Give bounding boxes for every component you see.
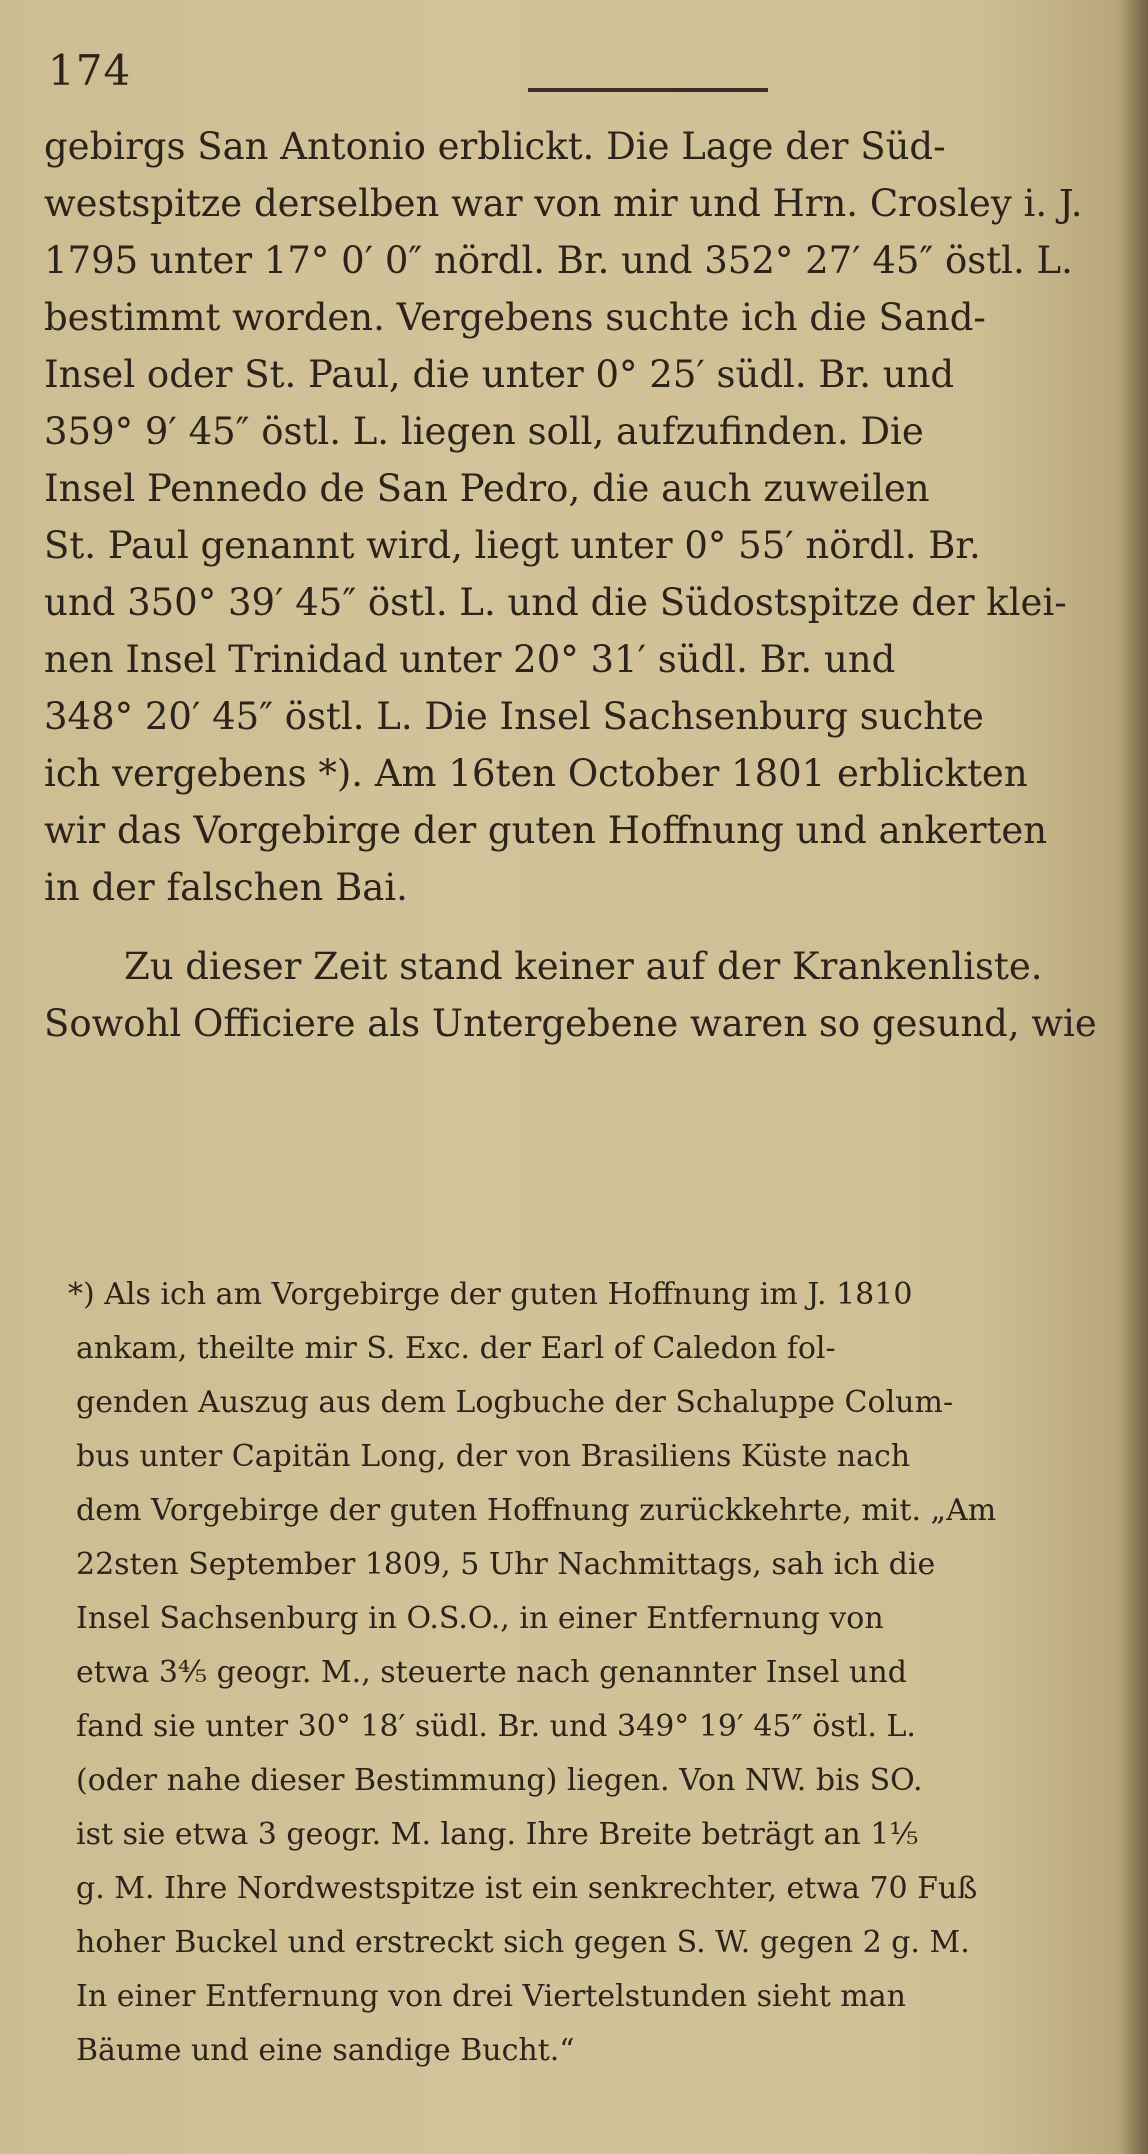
text-line: Insel oder St. Paul, die unter 0° 25′ südl. Br. und — [44, 353, 955, 396]
text-line: Sowohl Officiere als Untergebene waren so gesund, wie — [44, 1002, 1097, 1045]
text-line: in der falschen Bai. — [44, 866, 408, 909]
text-line: westspitze derselben war von mir und Hrn. Crosley i. J. — [44, 182, 1083, 225]
page-number: 174 — [48, 46, 132, 95]
footnote — [58, 1268, 1128, 2078]
footnote-line: ist sie etwa 3 geogr. M. lang. Ihre Breite beträgt an 1⅕ — [76, 1817, 919, 1852]
footnote-line: 22sten September 1809, 5 Uhr Nachmittags, sah ich die — [76, 1547, 936, 1582]
text-line: nen Insel Trinidad unter 20° 31′ südl. Br. und — [44, 638, 896, 681]
footnote-line: Insel Sachsenburg in O.S.O., in einer Entfernung von — [76, 1601, 884, 1636]
footnote-line: dem Vorgebirge der guten Hoffnung zurückkehrte, mit. „Am — [76, 1493, 997, 1528]
footnote-line: ankam, theilte mir S. Exc. der Earl of Caledon fol- — [76, 1331, 836, 1366]
text-line: St. Paul genannt wird, liegt unter 0° 55′ nördl. Br. — [44, 524, 981, 567]
footnote-line: genden Auszug aus dem Logbuche der Schaluppe Colum- — [76, 1385, 954, 1420]
footnote-line: etwa 3⅘ geogr. M., steuerte nach genannter Insel und — [76, 1655, 907, 1690]
text-line: Zu dieser Zeit stand keiner auf der Krankenliste. — [124, 945, 1043, 988]
text-line: gebirgs San Antonio erblickt. Die Lage der Süd- — [44, 125, 946, 168]
text-line: bestimmt worden. Vergebens suchte ich die Sand- — [44, 296, 986, 339]
text-line: 359° 9′ 45″ östl. L. liegen soll, aufzufinden. Die — [44, 410, 924, 453]
text-line: 1795 unter 17° 0′ 0″ nördl. Br. und 352° 27′ 45″ östl. L. — [44, 239, 1073, 282]
footnote-line: g. M. Ihre Nordwestspitze ist ein senkrechter, etwa 70 Fuß — [76, 1871, 978, 1906]
text-line: und 350° 39′ 45″ östl. L. und die Südostspitze der klei- — [44, 581, 1067, 624]
footnote-line: hoher Buckel und erstreckt sich gegen S. W. gegen 2 g. M. — [76, 1925, 970, 1960]
main-text — [44, 118, 1124, 1052]
paragraph-gap — [44, 916, 1124, 938]
footnote-line: In einer Entfernung von drei Viertelstunden sieht man — [76, 1979, 906, 2014]
header-rule — [528, 88, 768, 92]
page-header — [48, 40, 1108, 100]
footnote-line: (oder nahe dieser Bestimmung) liegen. Von NW. bis SO. — [76, 1763, 923, 1798]
footnote-line: *) Als ich am Vorgebirge der guten Hoffnung im J. 1810 — [68, 1277, 913, 1312]
footnote-line: bus unter Capitän Long, der von Brasiliens Küste nach — [76, 1439, 911, 1474]
text-line: ich vergebens *). Am 16ten October 1801 erblickten — [44, 752, 1028, 795]
text-line: Insel Pennedo de San Pedro, die auch zuweilen — [44, 467, 930, 510]
footnote-line: Bäume und eine sandige Bucht.“ — [76, 2033, 575, 2068]
text-line: wir das Vorgebirge der guten Hoffnung und ankerten — [44, 809, 1048, 852]
footnote-line: fand sie unter 30° 18′ südl. Br. und 349° 19′ 45″ östl. L. — [76, 1709, 916, 1744]
text-line: 348° 20′ 45″ östl. L. Die Insel Sachsenburg suchte — [44, 695, 984, 738]
